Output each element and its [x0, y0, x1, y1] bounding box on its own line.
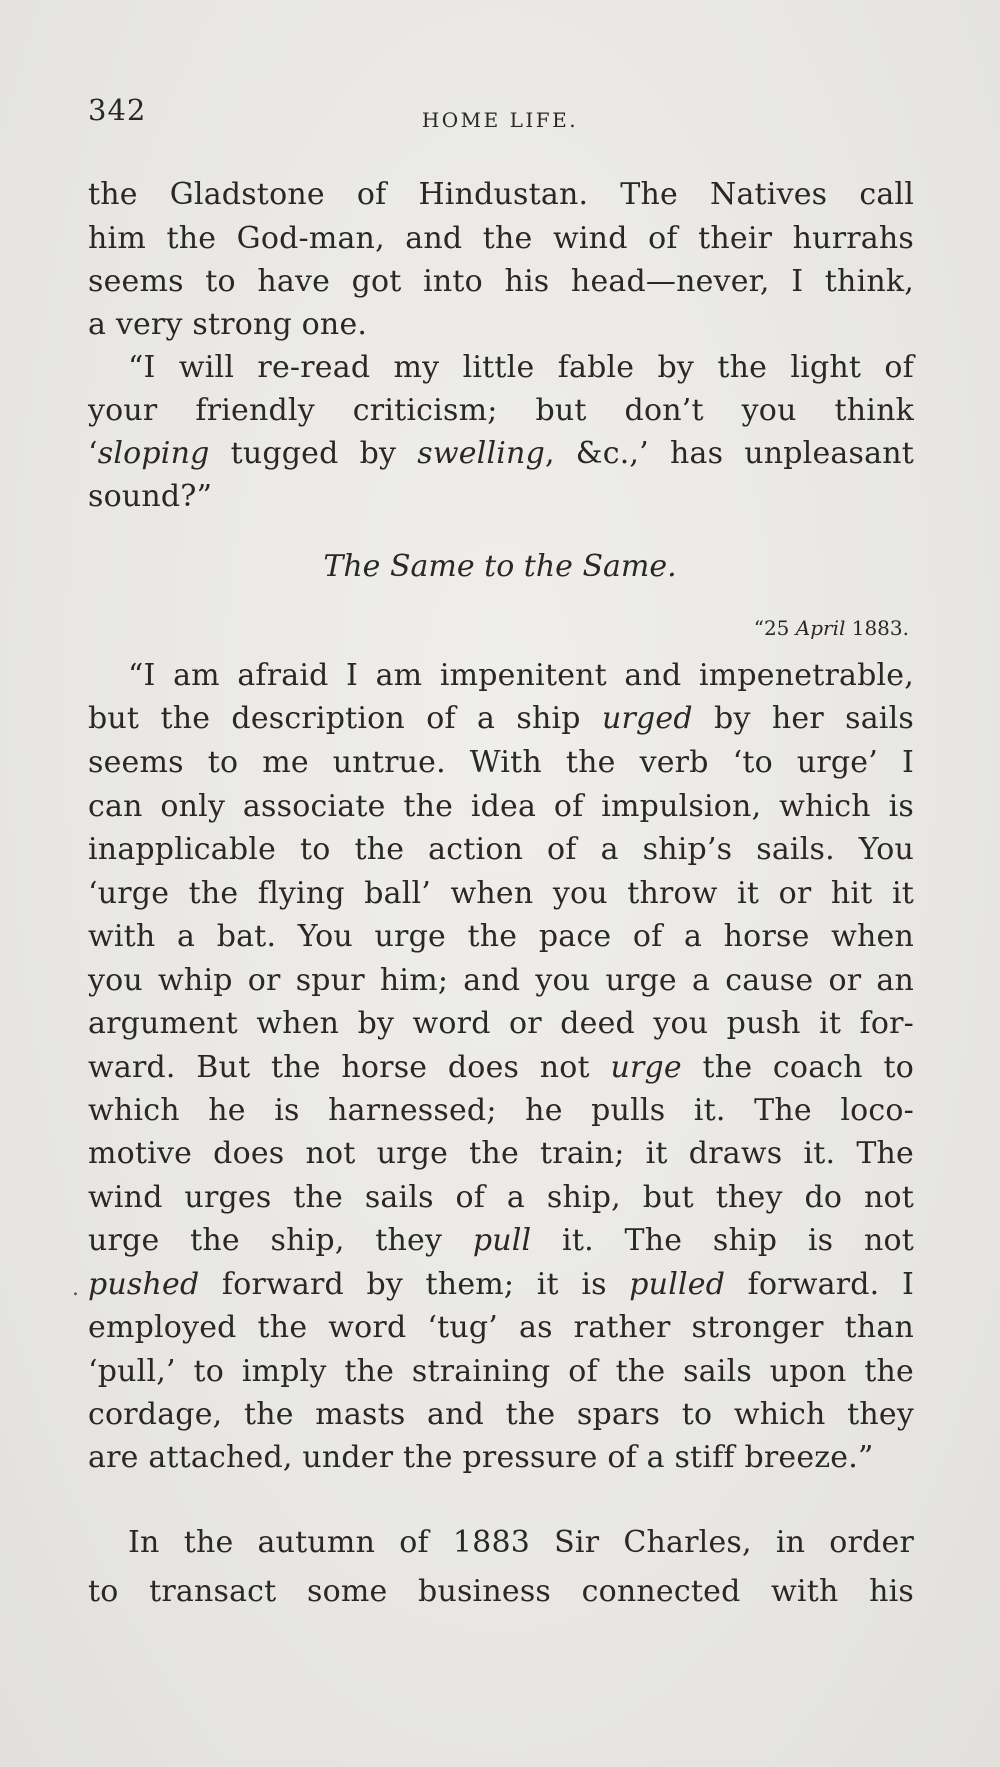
text-line: your friendly criticism; but don’t you think: [88, 393, 914, 428]
letter-date: [754, 616, 909, 640]
text-line: sound?”: [88, 479, 213, 514]
date-prefix: “25: [753, 616, 796, 640]
text-line: are attached, under the pressure of a stiff breeze.”: [88, 1440, 874, 1475]
page-number: 342: [88, 93, 147, 127]
text-line: which he is harnessed; he pulls it. The loco-: [88, 1093, 914, 1128]
text-line: but the description of a ship urged by her sails: [88, 701, 914, 736]
text-line: pushed forward by them; it is pulled forward. I: [88, 1267, 914, 1302]
text-line: wind urges the sails of a ship, but they do not: [88, 1180, 914, 1215]
text-line: argument when by word or deed you push it for-: [88, 1006, 914, 1041]
date-month: April: [795, 616, 846, 640]
margin-mark: .: [72, 1276, 79, 1301]
letter-heading: The Same to the Same.: [323, 549, 677, 584]
text-line: ‘urge the flying ball’ when you throw it or hit it: [88, 876, 914, 911]
text-line: motive does not urge the train; it draws it. The: [88, 1136, 914, 1171]
text-line: In the autumn of 1883 Sir Charles, in order: [128, 1525, 914, 1560]
text-line: inapplicable to the action of a ship’s sails. You: [88, 832, 914, 867]
text-line: you whip or spur him; and you urge a cause or an: [88, 963, 914, 998]
text-line: “I am afraid I am impenitent and impenetrable,: [128, 658, 914, 693]
text-line: to transact some business connected with his: [88, 1574, 914, 1609]
text-line: ‘pull,’ to imply the straining of the sails upon the: [88, 1354, 914, 1389]
text-line: him the God-man, and the wind of their hurrahs: [88, 221, 914, 256]
text-line: can only associate the idea of impulsion, which is: [88, 789, 914, 824]
text-line: cordage, the masts and the spars to which they: [88, 1397, 914, 1432]
text-line: seems to have got into his head—never, I think,: [88, 264, 914, 299]
running-head: HOME LIFE.: [421, 108, 579, 132]
text-line: ward. But the horse does not urge the coach to: [88, 1050, 914, 1085]
text-line: employed the word ‘tug’ as rather stronger than: [88, 1310, 914, 1345]
text-line: ‘sloping tugged by swelling, &c.,’ has unpleasant: [88, 436, 914, 471]
text-line: seems to me untrue. With the verb ‘to urge’ I: [88, 745, 914, 780]
text-line: “I will re-read my little fable by the light of: [128, 350, 914, 385]
text-line: a very strong one.: [88, 307, 368, 342]
text-line: urge the ship, they pull it. The ship is not: [88, 1223, 914, 1258]
date-year: 1883.: [845, 616, 909, 640]
text-line: with a bat. You urge the pace of a horse when: [88, 919, 914, 954]
text-line: the Gladstone of Hindustan. The Natives call: [88, 177, 914, 212]
